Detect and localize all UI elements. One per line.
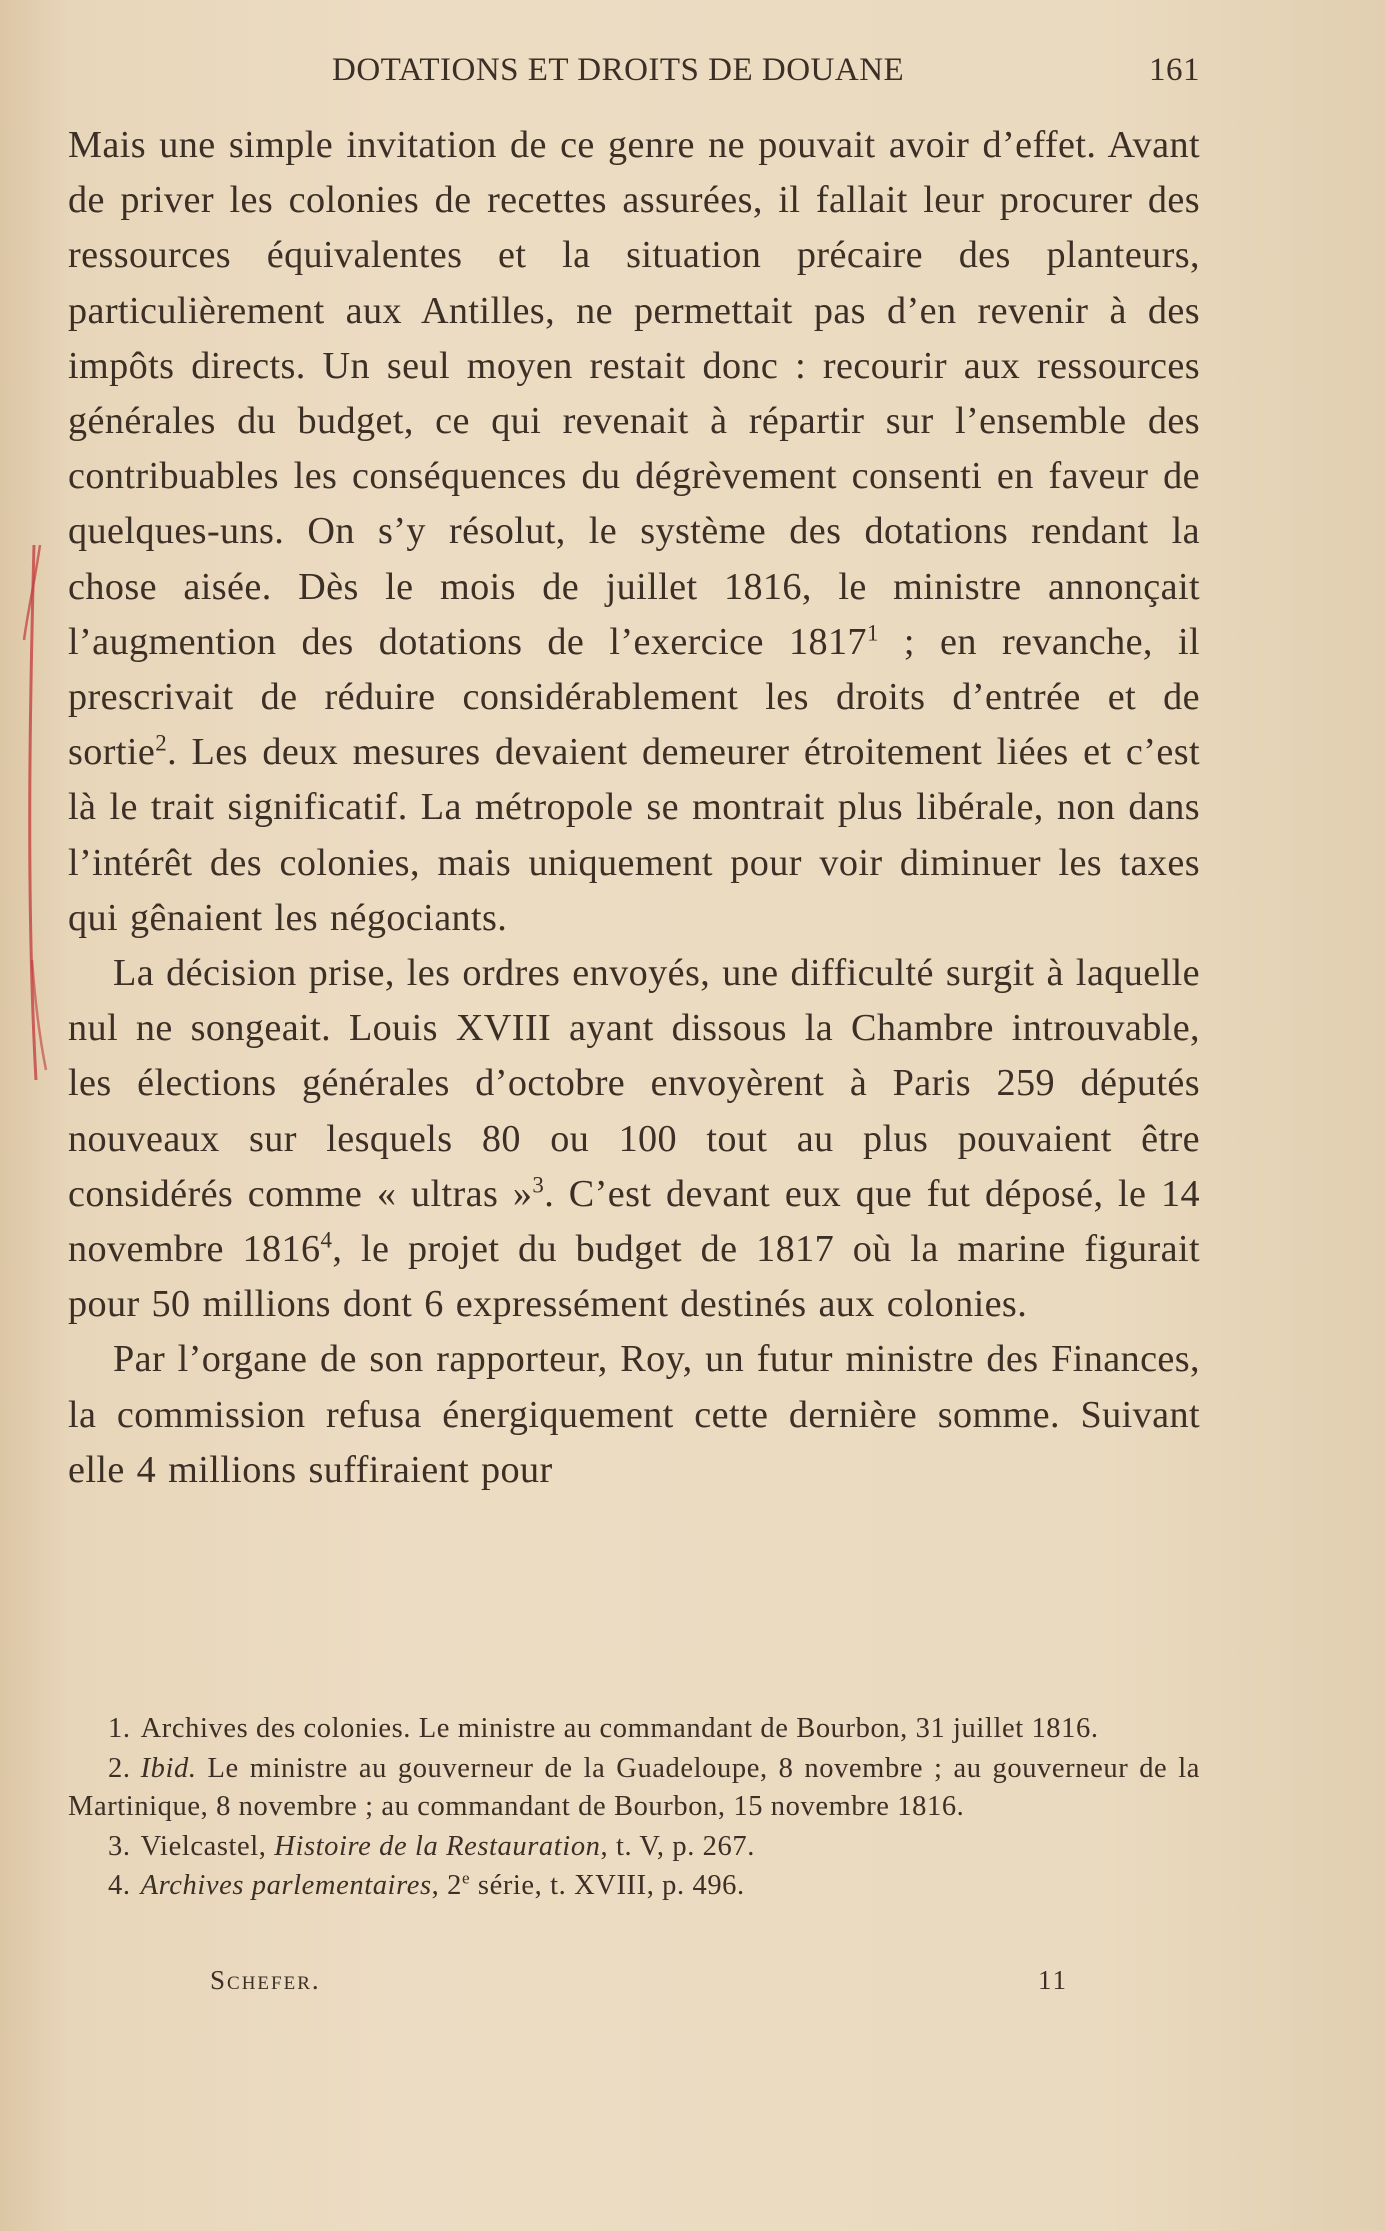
footnote-reference: e <box>461 1868 471 1888</box>
footnote <box>68 1828 1200 1867</box>
text-run: série, t. XVIII, p. 496. <box>470 1870 745 1901</box>
page-number: 161 <box>1149 52 1200 88</box>
author-signature: Schefer. <box>210 1965 321 1995</box>
footnote-number: 2. <box>108 1752 131 1784</box>
text-run: La décision prise, les ordres envoyés, une difficulté surgit à laquelle nul ne songeait. Louis XVIII ayant dissous la Chambre introuvable, les élections générales d’octobre envoyèrent à Paris 259 députés nouveaux sur lesquels 80 ou 100 tout au plus pouvaient être considérés comme « ultras » <box>68 952 1200 1215</box>
text-run: Mais une simple invitation de ce genre ne pouvait avoir d’effet. Avant de priver les colonies de recettes assurées, il fallait leur procurer des ressources équivalentes et la situation précaire des planteurs, particulièrement aux Antilles, ne permettait pas d’en revenir à des impôts directs. Un seul moyen restait donc : recourir aux ressources générales du budget, ce qui revenait à répartir sur l’ensemble des contribuables les conséquences du dégrèvement consenti en faveur de quelques-uns. On s’y résolut, le système des dotations rendant la chose aisée. Dès le mois de juillet 1816, le ministre annonçait l’augmention des dotations de l’exercice 1817 <box>68 124 1200 663</box>
italic-text: Ibid. <box>140 1752 197 1784</box>
signature-line <box>210 1965 1068 2005</box>
footnote-reference: 2 <box>155 730 168 756</box>
italic-text: Histoire de la Restauration <box>274 1830 601 1862</box>
text-run: ; en revanche, il prescrivait de réduire considérablement les droits d’entrée et de sortie <box>68 620 1200 774</box>
text-run: . C’est devant eux que fut déposé, le 14 novembre 1816 <box>68 1172 1200 1271</box>
footnote-number: 1. <box>108 1713 131 1744</box>
text-run: , t. V, p. 267. <box>600 1830 755 1862</box>
footnote-reference: 1 <box>866 620 879 646</box>
running-title: DOTATIONS ET DROITS DE DOUANE <box>332 52 905 88</box>
italic-text: Archives parlementaires <box>140 1870 432 1901</box>
text-run: Vielcastel, <box>140 1830 275 1862</box>
text-run: Le ministre au gouverneur de la Guadeloupe, 8 novembre ; au gouverneur de la Martinique, 8 novembre ; au commandant de Bourbon, 15 novembre 1816. <box>68 1752 1200 1822</box>
footnote-number: 4. <box>108 1870 131 1901</box>
footnote-number: 3. <box>108 1830 131 1862</box>
paragraph <box>68 1332 1200 1498</box>
footnote <box>68 1867 1200 1906</box>
footnote-reference: 3 <box>532 1172 545 1198</box>
footnote <box>68 1710 1200 1749</box>
text-run: Archives des colonies. Le ministre au commandant de Bourbon, 31 juillet 1816. <box>140 1713 1099 1744</box>
paragraph <box>68 118 1200 946</box>
footnote <box>68 1750 1200 1827</box>
running-header <box>70 52 1200 92</box>
text-run: , 2 <box>431 1870 462 1901</box>
sheet-number: 11 <box>1038 1965 1068 1995</box>
main-text <box>68 118 1200 1498</box>
paragraph <box>68 946 1200 1332</box>
text-run: . Les deux mesures devaient demeurer étroitement liées et c’est là le trait significatif. La métropole se montrait plus libérale, non dans l’intérêt des colonies, mais uniquement pour voir diminuer les taxes qui gênaient les négociants. <box>68 731 1200 939</box>
text-run: , le projet du budget de 1817 où la marine figurait pour 50 millions dont 6 expressément destinés aux colonies. <box>68 1228 1200 1326</box>
red-pencil-margin-mark <box>0 0 70 1120</box>
text-run: Par l’organe de son rapporteur, Roy, un futur ministre des Finances, la commission refusa énergiquement cette dernière somme. Suivant elle 4 millions suffiraient pour <box>68 1338 1200 1491</box>
footnotes <box>68 1710 1200 1907</box>
footnote-reference: 4 <box>320 1227 333 1253</box>
